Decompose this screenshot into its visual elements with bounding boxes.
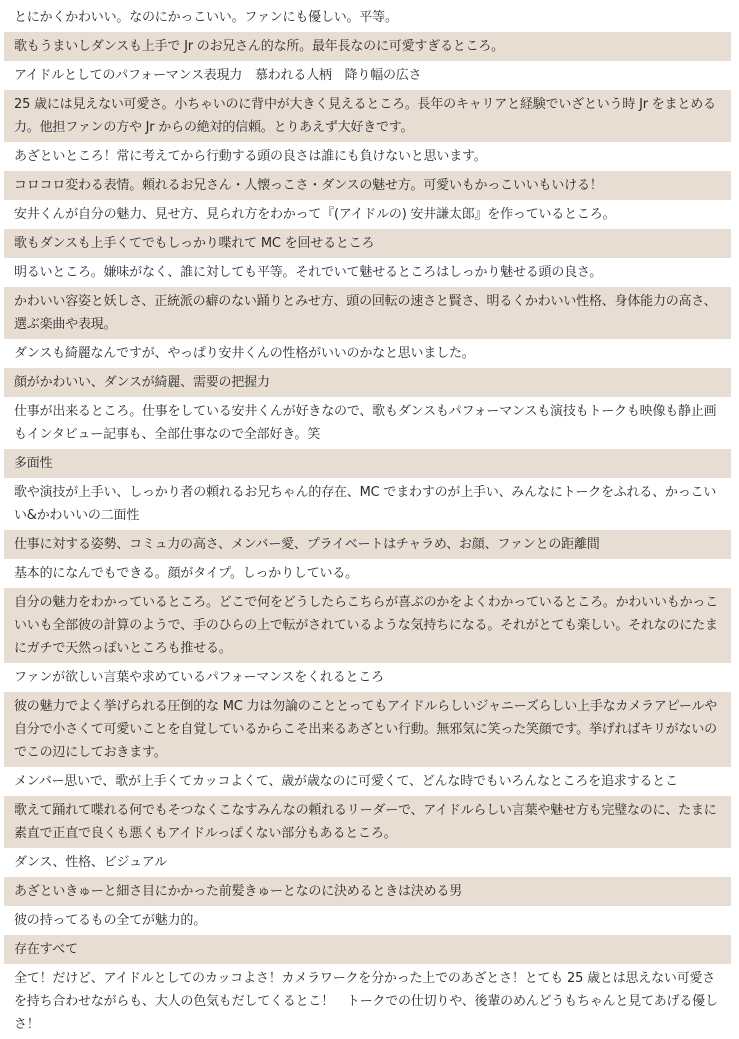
comment-row: 彼の魅力でよく挙げられる圧倒的な MC 力は勿論のこととってもアイドルらしいジャニーズらしい上手なカメラアピールや自分で小さくて可愛いことを自覚しているからこそ出来るあざとい行動。無邪気に笑った笑顔です。挙げればキリがないのでこの辺にしておきます。 [4,692,731,767]
comment-row: アイドルとしてのパフォーマンス表現力 慕われる人柄 降り幅の広さ [4,61,731,90]
comment-row: かわいい容姿と妖しさ、正統派の癖のない踊りとみせ方、頭の回転の速さと賢さ、明るくかわいい性格、身体能力の高さ、選ぶ楽曲や表現。 [4,287,731,339]
comment-row: 歌もうまいしダンスも上手で Jr のお兄さん的な所。最年長なのに可愛すぎるところ。 [4,32,731,61]
comment-row: 多面性 [4,449,731,478]
comment-row: コロコロ変わる表情。頼れるお兄さん・人懐っこさ・ダンスの魅せ方。可愛いもかっこいいもいける！ [4,171,731,200]
comment-row: ファンが欲しい言葉や求めているパフォーマンスをくれるところ [4,663,731,692]
comment-row: とにかくかわいい。なのにかっこいい。ファンにも優しい。平等。 [4,3,731,32]
comment-row: 存在すべて [4,935,731,964]
comment-row: 仕事が出来るところ。仕事をしている安井くんが好きなので、歌もダンスもパフォーマンスも演技もトークも映像も静止画もインタビュー記事も、全部仕事なので全部好き。笑 [4,397,731,449]
comment-row: 彼の持ってるもの全てが魅力的。 [4,906,731,935]
comment-row: ダンス、性格、ビジュアル [4,848,731,877]
comment-row: あざといきゅーと細さ目にかかった前髪きゅーとなのに決めるときは決める男 [4,877,731,906]
comment-row: 仕事に対する姿勢、コミュ力の高さ、メンバー愛、プライベートはチャラめ、お顔、ファンとの距離間 [4,530,731,559]
comment-row: ダンスも綺麗なんですが、やっぱり安井くんの性格がいいのかなと思いました。 [4,339,731,368]
comment-row: 安井くんが自分の魅力、見せ方、見られ方をわかって『(アイドルの) 安井謙太郎』を作っているところ。 [4,200,731,229]
comment-row: 全て！だけど、アイドルとしてのカッコよさ！カメラワークを分かった上でのあざとさ！とても 25 歳とは思えない可愛さを持ち合わせながらも、大人の色気もだしてくるとこ！ トークでの仕切りや、後輩のめんどうもちゃんと見てあげる優しさ！ [4,964,731,1039]
comment-row: 25 歳には見えない可愛さ。小ちゃいのに背中が大きく見えるところ。長年のキャリアと経験でいざという時 Jr をまとめる力。他担ファンの方や Jr からの絶対的信頼。とりあえず大好きです。 [4,90,731,142]
comment-row: 歌や演技が上手い、しっかり者の頼れるお兄ちゃん的存在、MC でまわすのが上手い、みんなにトークをふれる、かっこいい&かわいいの二面性 [4,478,731,530]
comment-row: 顔がかわいい、ダンスが綺麗、需要の把握力 [4,368,731,397]
comment-row: あざといところ！常に考えてから行動する頭の良さは誰にも負けないと思います。 [4,142,731,171]
comment-row: 歌もダンスも上手くてでもしっかり喋れて MC を回せるところ [4,229,731,258]
comment-row: 明るいところ。嫌味がなく、誰に対しても平等。それでいて魅せるところはしっかり魅せる頭の良さ。 [4,258,731,287]
comment-row: メンバー思いで、歌が上手くてカッコよくて、歳が歳なのに可愛くて、どんな時でもいろんなところを追求するとこ [4,767,731,796]
comment-row: 基本的になんでもできる。顔がタイプ。しっかりしている。 [4,559,731,588]
comment-row: 自分の魅力をわかっているところ。どこで何をどうしたらこちらが喜ぶのかをよくわかっているところ。かわいいもかっこいいも全部彼の計算のようで、手のひらの上で転がされているような気持ちになる。それがとても楽しい。それなのにたまにガチで天然っぽいところも推せる。 [4,588,731,663]
comment-row: 歌えて踊れて喋れる何でもそつなくこなすみんなの頼れるリーダーで、アイドルらしい言葉や魅せ方も完璧なのに、たまに素直で正直で良くも悪くもアイドルっぽくない部分もあるところ。 [4,796,731,848]
